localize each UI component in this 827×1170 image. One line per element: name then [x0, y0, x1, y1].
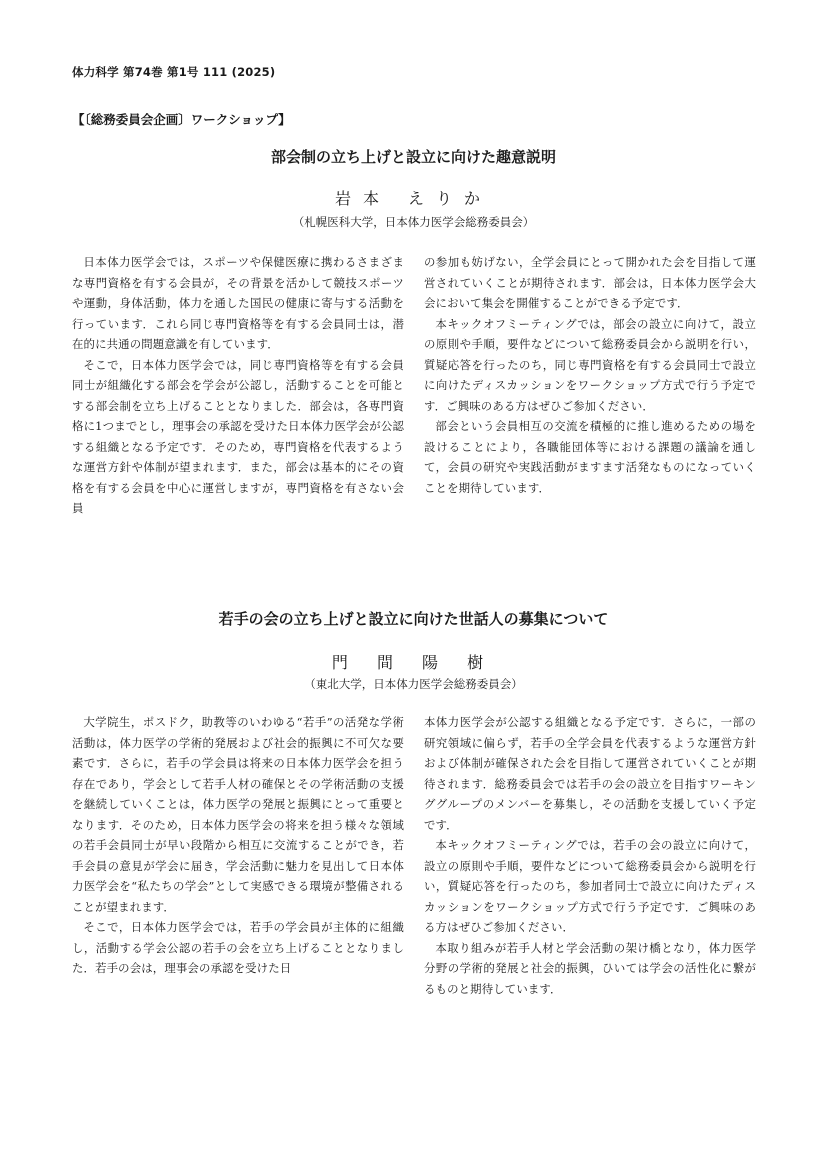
article-2-paragraph: 本体力医学会が公認する組織となる予定です．さらに，一部の研究領域に偏らず，若手の全学会員を代表するような運営方針および体制が確保された会を目指して運営されていくことが期待されます．総務委員会では若手の会の設立を目指すワーキンググループのメンバーを募集し，その活動を支援していく予定です． [424, 715, 756, 832]
article-1-right-column [424, 252, 756, 498]
article-2-paragraph: 大学院生，ポスドク，助教等のいわゆる“若手”の活発な学術活動は，体力医学の学術的発展および社会的振興に不可欠な要素です．さらに，若手の学会員は将来の日本体力医学会を担う存在であり，学会として若手人材の確保とその学術活動の支援を継続していくことは，体力医学の発展と振興にとって重要となります．そのため，日本体力医学会の将来を担う様々な領域の若手会員同士が早い段階から相互に交流することができ，若手会員の意見が学会に届き，学会活動に魅力を見出して日本体力医学会を“私たちの学会”として実感できる環境が整備されることが望まれます． [72, 715, 404, 914]
article-1-paragraph: 部会という会員相互の交流を積極的に推し進めるための場を設けることにより，各職能団体等における課題の議論を通して，会員の研究や実践活動がますます活発なものになっていくことを期待しています． [424, 419, 756, 495]
article-1-paragraph: 日本体力医学会では，スポーツや保健医療に携わるさまざまな専門資格を有する会員が，その背景を活かして競技スポーツや運動，身体活動，体力を通した国民の健康に寄与する活動を行っています．これら同じ専門資格等を有する会員同士は，潜在的に共通の問題意識を有しています． [72, 255, 404, 351]
article-2-paragraph: 本キックオフミーティングでは，若手の会の設立に向けて，設立の原則や手順，要件などについて総務委員会から説明を行い，質疑応答を行ったのち，参加者同士で設立に向けたディスカッションをワークショップ方式で行う予定です．ご興味のある方はぜひご参加ください． [424, 838, 756, 934]
article-1-affiliation: （札幌医科大学，日本体力医学会総務委員会） [292, 215, 535, 229]
article-2-author: 門 間 陽 樹 [331, 653, 496, 672]
article-2-title: 若手の会の立ち上げと設立に向けた世話人の募集について [218, 610, 609, 628]
article-1-paragraph: 本キックオフミーティングでは，部会の設立に向けて，設立の原則や手順，要件などについて総務委員会から説明を行い，質疑応答を行ったのち，同じ専門資格を有する会員同士で設立に向けたディスカッションをワークショップ方式で行う予定です．ご興味のある方はぜひご参加ください． [424, 316, 756, 413]
article-2-paragraph: そこで，日本体力医学会では，若手の学会員が主体的に組織し，活動する学会公認の若手の会を立ち上げることとなりました．若手の会は，理事会の承認を受けた日 [72, 920, 404, 975]
article-1-author: 岩本 えりか [334, 189, 493, 208]
article-1-left-column [72, 252, 404, 519]
article-2-paragraph: 本取り組みが若手人材と学会活動の架け橋となり，体力医学分野の学術的発展と社会的振興，ひいては学会の活性化に繋がるものと期待しています． [424, 940, 756, 996]
article-1-paragraph: そこで，日本体力医学会では，同じ専門資格等を有する会員同士が組織化する部会を学会が公認し，活動することを可能とする部会制を立ち上げることとなりました．部会は，各専門資格に1つまでとし，理事会の承認を受けた日本体力医学会が公認する組織となる予定です．そのため，専門資格を代表するような運営方針や体制が望まれます．また，部会は基本的にその資格を有する会員を中心に運営しますが，専門資格を有さない会員 [72, 357, 404, 515]
article-2-right-column [424, 712, 756, 999]
journal-header: 体力科学 第74巻 第1号 111 (2025) [72, 65, 276, 79]
article-1-paragraph: の参加も妨げない，全学会員にとって開かれた会を目指して運営されていくことが期待されます．部会は，日本体力医学会大会において集会を開催することができる予定です． [424, 255, 756, 310]
article-2-affiliation: （東北大学，日本体力医学会総務委員会） [304, 677, 523, 691]
article-2-left-column [72, 712, 404, 979]
article-1-title: 部会制の立ち上げと設立に向けた趣意説明 [270, 148, 556, 166]
section-label: 【〔総務委員会企画〕ワークショップ】 [72, 112, 291, 127]
